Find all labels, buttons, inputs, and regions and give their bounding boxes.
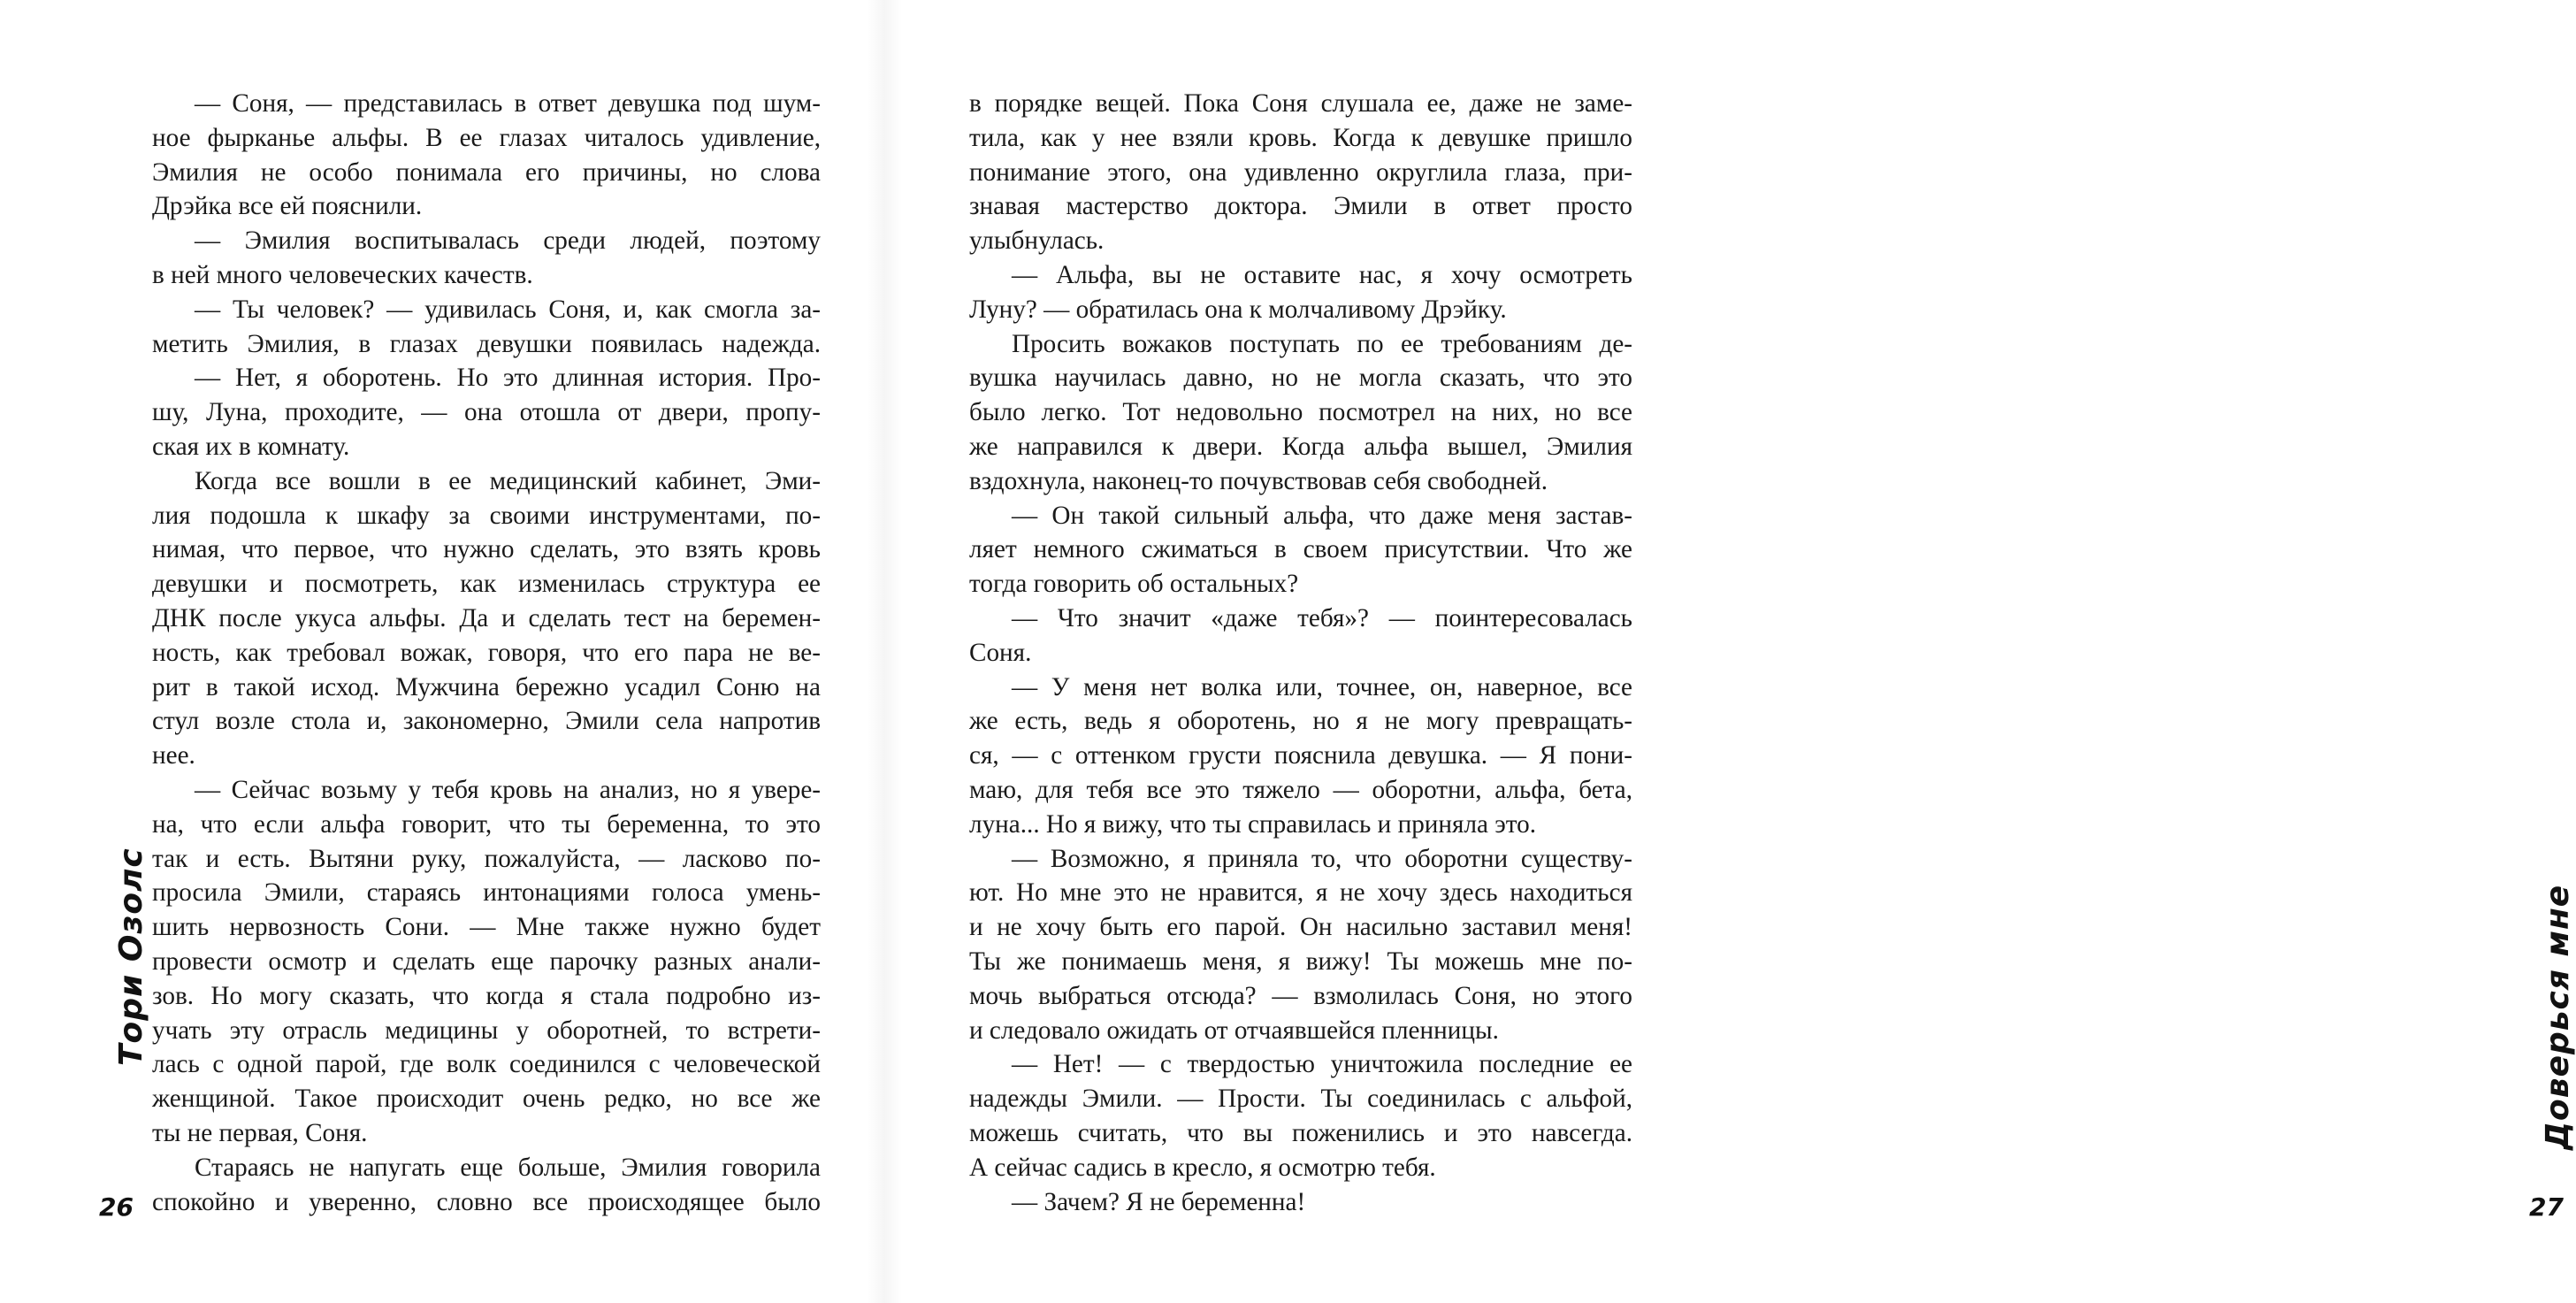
text-line: Стараясь не напугать еще больше, Эмилия говорила [195, 1153, 821, 1182]
text-line: же направился к двери. Когда альфа вышел, Эмилия [969, 432, 1632, 461]
text-line: луна... Но я вижу, что ты справилась и приняла это. [969, 809, 1537, 839]
text-line: в порядке вещей. Пока Соня слушала ее, даже не заме- [969, 89, 1632, 118]
text-line: нимая, что первое, что нужно сделать, это взять кровь [152, 535, 821, 564]
text-line: Соня. [969, 638, 1032, 667]
text-line: надежды Эмили. — Прости. Ты соединилась с альфой, [969, 1085, 1632, 1114]
text-line: стул возле стола и, закономерно, Эмили села напротив [152, 707, 821, 736]
text-line: зов. Но могу сказать, что когда я стала подробно из- [152, 981, 821, 1010]
text-line: Просить вожаков поступать по ее требованиям де- [1012, 329, 1632, 358]
left-page [0, 0, 884, 1303]
text-line: Эмилия не особо понимала его причины, но слова [152, 157, 821, 187]
text-line: девушки и посмотреть, как изменилась структура ее [152, 570, 821, 599]
text-line: улыбнулась. [969, 226, 1105, 256]
text-line: ют. Но мне это не нравится, я не хочу здесь находиться [969, 878, 1632, 908]
text-line: ное фырканье альфы. В ее глазах читалось удивление, [152, 123, 821, 152]
text-line: было легко. Тот недовольно посмотрел на них, но все [969, 398, 1632, 427]
text-line: лась с одной парой, где волк соединился с человеческой [152, 1050, 821, 1079]
text-line: — Он такой сильный альфа, что даже меня застав- [1012, 501, 1632, 530]
text-line: женщиной. Такое происходит очень редко, но все же [152, 1085, 821, 1114]
text-line: А сейчас садись в кресло, я осмотрю тебя. [969, 1153, 1436, 1182]
right-page [884, 0, 2576, 1303]
text-line: — Что значит «даже тебя»? — поинтересовалась [1012, 603, 1632, 632]
text-line: — Сейчас возьму у тебя кровь на анализ, но я увере- [195, 775, 821, 804]
text-line: рит в такой исход. Мужчина бережно усадил Соню на [152, 672, 821, 701]
text-line: ность, как требовал вожак, говоря, что его пара не ве- [152, 638, 821, 667]
page-number: 27 [2529, 1192, 2564, 1222]
text-line: и не хочу быть его парой. Он насильно заставил меня! [969, 913, 1632, 942]
text-line: понимание этого, она удивленно округлила глаза, при- [969, 157, 1632, 187]
left-page-text [152, 87, 821, 1219]
text-line: провести осмотр и сделать еще парочку разных анали- [152, 947, 821, 976]
text-line: вушка научилась давно, но не могла сказать, что это [969, 364, 1632, 393]
text-line: — Эмилия воспитывалась среди людей, поэтому [195, 226, 821, 256]
text-line: просила Эмили, стараясь интонациями голоса умень- [152, 878, 821, 908]
text-line: ляет немного сжиматься в своем присутствии. Что же [969, 535, 1632, 564]
right-page-text [969, 87, 1632, 1219]
text-line: Когда все вошли в ее медицинский кабинет, Эми- [195, 466, 821, 495]
text-line: учать эту отрасль медицины у оборотней, то встрети- [152, 1016, 821, 1045]
text-line: ся, — с оттенком грусти пояснила девушка. — Я пони- [969, 741, 1632, 770]
text-line: — Возможно, я приняла то, что оборотни существу- [1012, 844, 1632, 873]
running-head-author: Тори Озолс [113, 847, 149, 1066]
text-line: так и есть. Вытяни руку, пожалуйста, — ласково по- [152, 844, 821, 873]
text-line: тогда говорить об остальных? [969, 570, 1299, 599]
text-line: нее. [152, 741, 195, 770]
text-line: в ней много человеческих качеств. [152, 260, 533, 289]
text-line: знавая мастерство доктора. Эмили в ответ просто [969, 192, 1632, 221]
text-line: тила, как у нее взяли кровь. Когда к девушке пришло [969, 123, 1632, 152]
text-line: ты не первая, Соня. [152, 1118, 368, 1147]
text-line: — У меня нет волка или, точнее, он, наверное, все [1012, 672, 1632, 701]
text-line: и следовало ожидать от отчаявшейся пленницы. [969, 1016, 1499, 1045]
text-line: лия подошла к шкафу за своими инструментами, по- [152, 501, 821, 530]
text-line: — Зачем? Я не беременна! [1012, 1187, 1306, 1216]
text-line: можешь считать, что вы поженились и это навсегда. [969, 1118, 1632, 1147]
text-line: ская их в комнату. [152, 432, 350, 461]
text-line: же есть, ведь я оборотень, но я не могу превращать- [969, 707, 1632, 736]
text-line: мочь выбраться отсюда? — взмолилась Соня, но этого [969, 981, 1632, 1010]
text-line: — Альфа, вы не оставите нас, я хочу осмотреть [1012, 260, 1632, 289]
text-line: спокойно и уверенно, словно все происходящее было [152, 1187, 821, 1216]
text-line: метить Эмилия, в глазах девушки появилась надежда. [152, 329, 821, 358]
page-number: 26 [99, 1192, 134, 1222]
text-line: — Нет! — с твердостью уничтожила последние ее [1012, 1050, 1632, 1079]
text-line: — Ты человек? — удивилась Соня, и, как смогла за- [195, 295, 821, 324]
text-line: ДНК после укуса альфы. Да и сделать тест на беремен- [152, 603, 821, 632]
text-line: — Нет, я оборотень. Но это длинная история. Про- [195, 364, 821, 393]
text-line: вздохнула, наконец-то почувствовав себя свободней. [969, 466, 1548, 495]
text-line: шу, Луна, проходите, — она отошла от двери, пропу- [152, 398, 821, 427]
text-line: маю, для тебя все это тяжело — оборотни, альфа, бета, [969, 775, 1632, 804]
running-head-title: Доверься мне [2540, 884, 2576, 1150]
text-line: шить нервозность Сони. — Мне также нужно будет [152, 913, 821, 942]
text-line: на, что если альфа говорит, что ты беременна, то это [152, 809, 821, 839]
text-line: Дрэйка все ей пояснили. [152, 192, 423, 221]
text-line: Луну? — обратилась она к молчаливому Дрэйку. [969, 295, 1507, 324]
text-line: — Соня, — представилась в ответ девушка под шум- [195, 89, 821, 118]
text-line: Ты же понимаешь меня, я вижу! Ты можешь мне по- [969, 947, 1632, 976]
